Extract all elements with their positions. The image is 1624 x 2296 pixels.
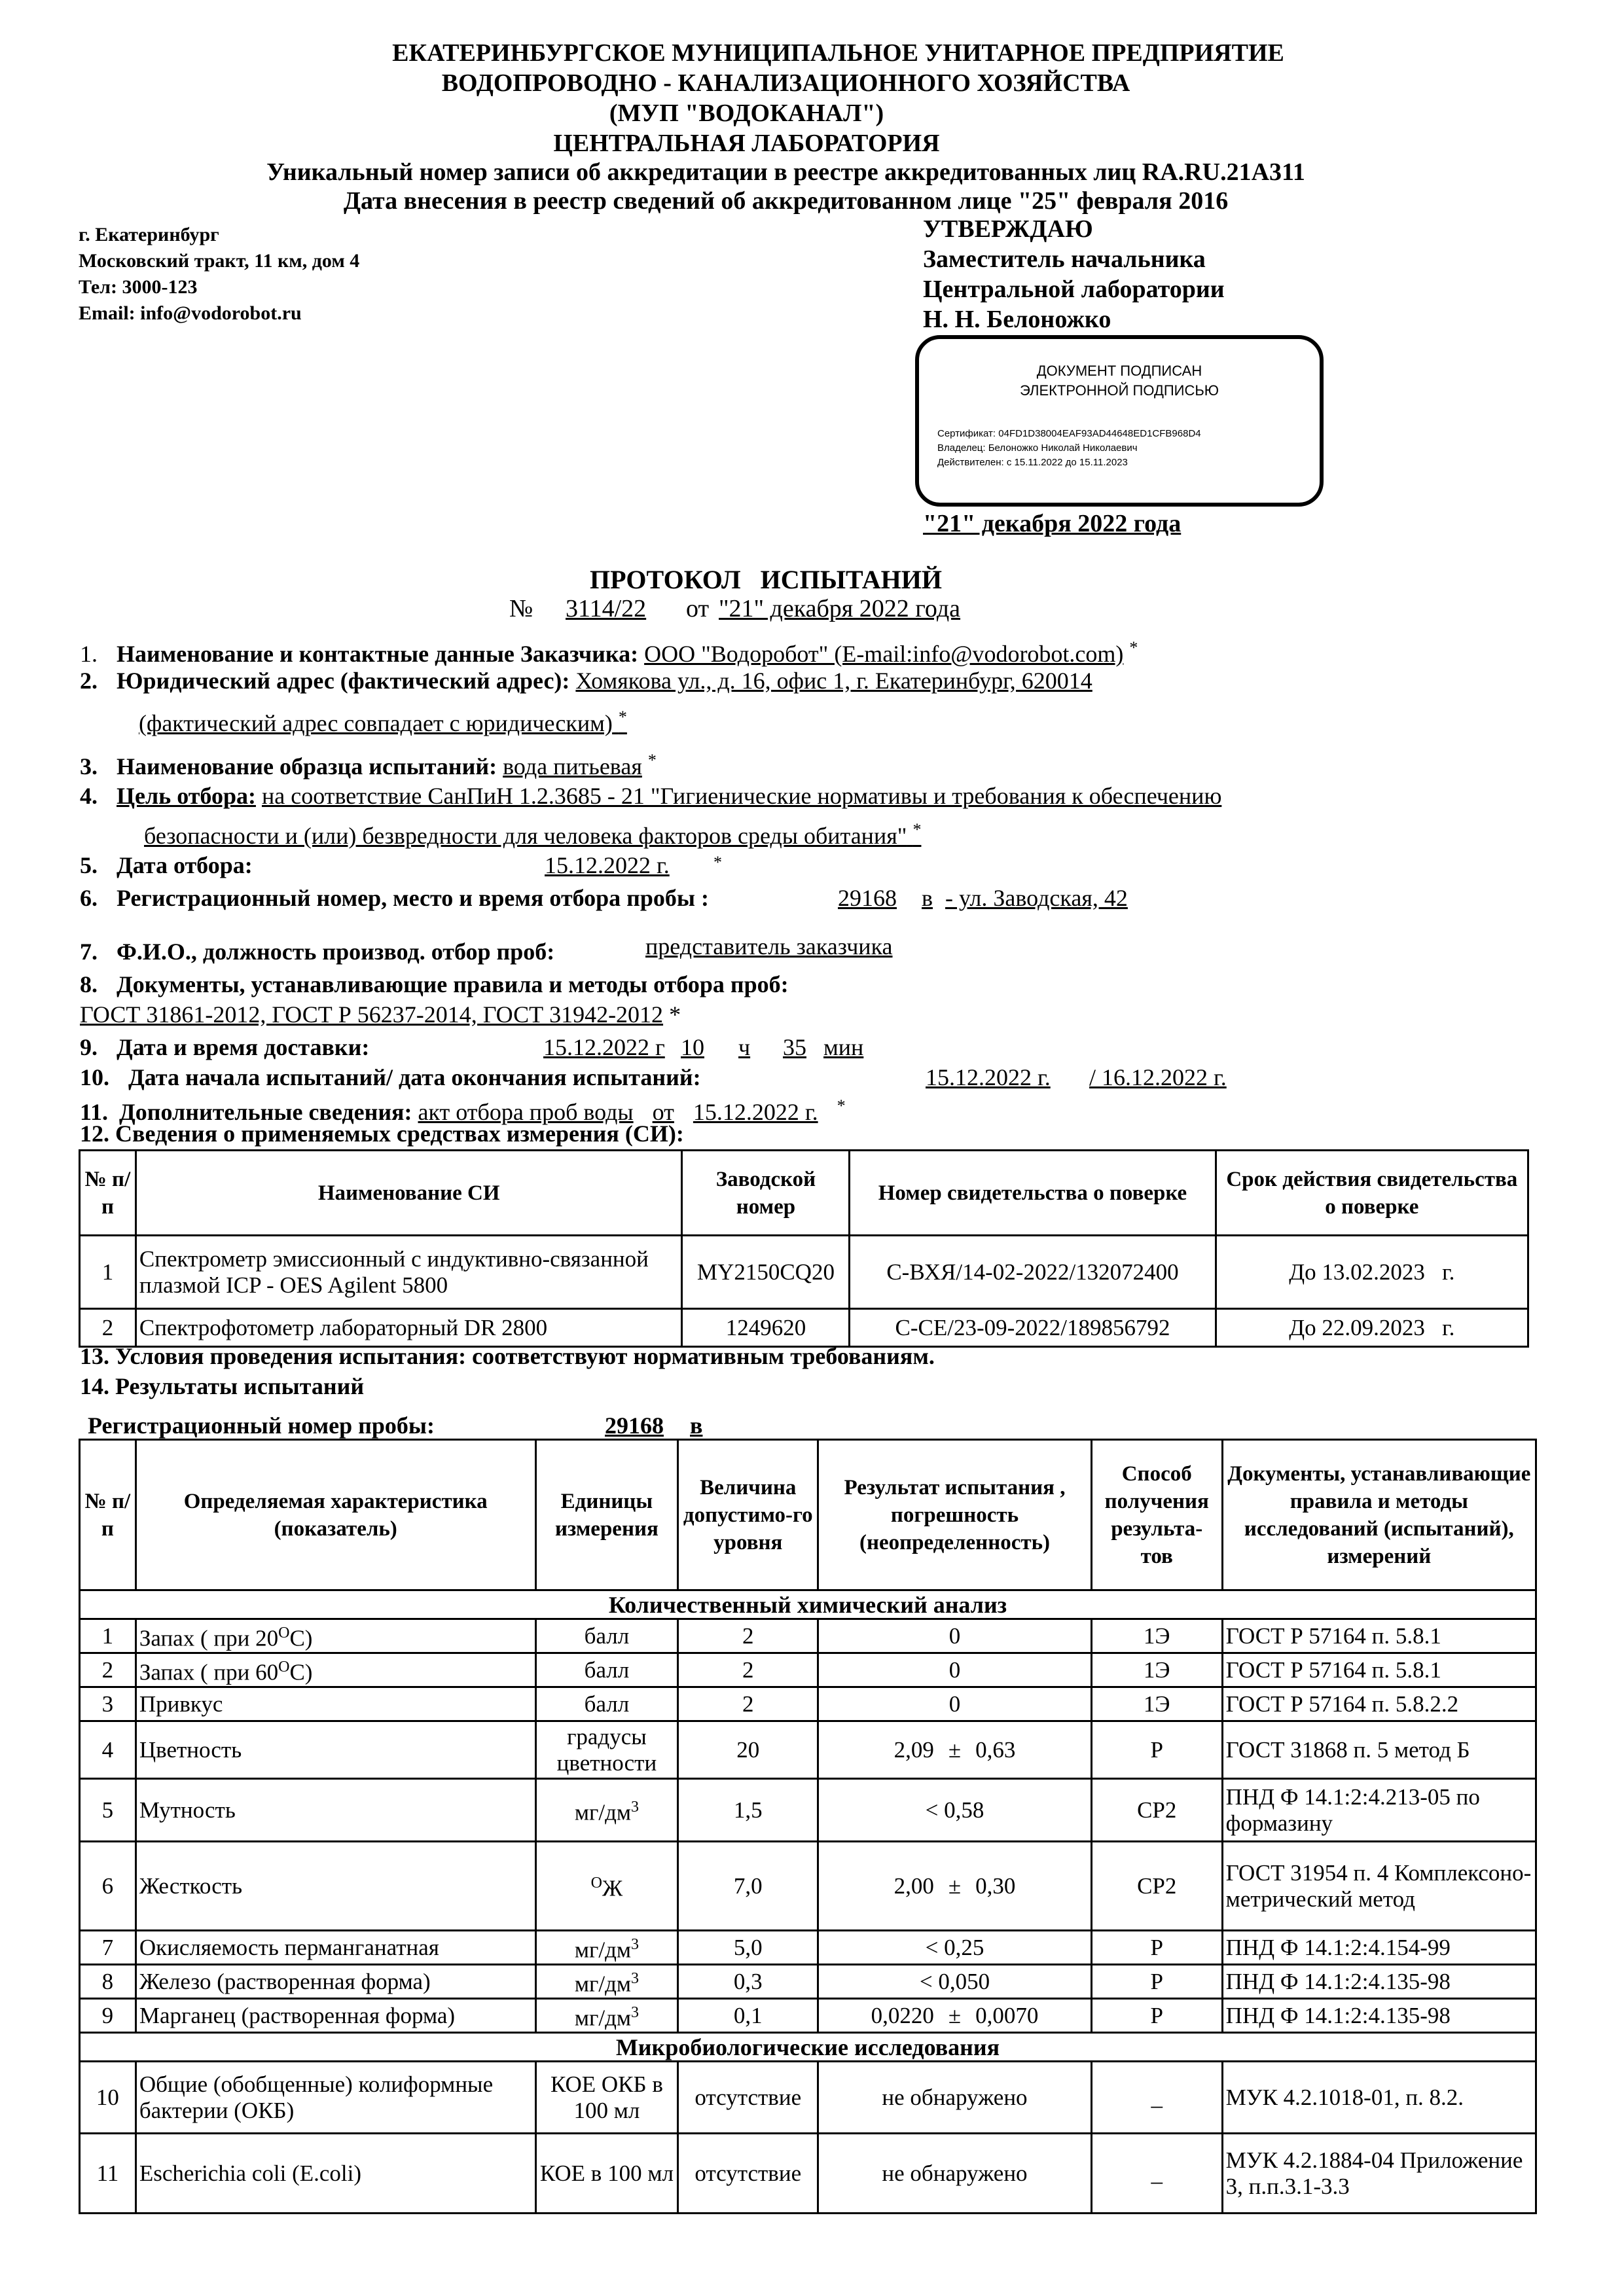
item11-num: 11. [80, 1099, 109, 1125]
result-value: не обнаружено [882, 2160, 1028, 2186]
reg-number-label: Регистрационный номер пробы: [88, 1412, 435, 1439]
lab-name: ЦЕНТРАЛЬНАЯ ЛАБОРАТОРИЯ [553, 130, 940, 157]
unit-sup: 3 [631, 1970, 640, 1988]
test-start-date: 15.12.2022 г. [926, 1064, 1051, 1090]
row-num: 1 [101, 1623, 114, 1649]
plus-minus: ± [948, 1873, 962, 1899]
method-value: Р [1150, 2002, 1163, 2028]
asterisk: * [912, 820, 922, 839]
unit: мг/дм [574, 1799, 632, 1825]
delivery-minutes-unit: мин [823, 1034, 864, 1060]
org-name-line2: ВОДОПРОВОДНО - КАНАЛИЗАЦИОННОГО ХОЗЯЙСТВА [441, 69, 1130, 97]
additional-info: акт отбора проб воды [418, 1099, 634, 1125]
stamp-line1: ДОКУМЕНТ ПОДПИСАН [1036, 363, 1202, 379]
doc-value: ПНД Ф 14.1:2:4.154-99 [1225, 1934, 1451, 1960]
method-value: _ [1151, 2084, 1163, 2110]
doc-value: ГОСТ Р 57164 п. 5.8.1 [1225, 1657, 1441, 1683]
si-serial: MY2150CQ20 [682, 1236, 850, 1309]
si-validity: До 22.09.2023 [1289, 1314, 1425, 1340]
param-name-end: С) [289, 1625, 313, 1651]
delivery-hour: 10 [681, 1034, 704, 1060]
approval-date: "21" декабря 2022 года [923, 510, 1182, 537]
asterisk: * [618, 708, 627, 726]
param-sup: О [278, 1624, 290, 1642]
limit-value: 2 [742, 1691, 754, 1717]
additional-info-date: 15.12.2022 г. [693, 1099, 818, 1125]
result-value: 0 [948, 1657, 961, 1683]
si-cert: С-ВХЯ/14-02-2022/132072400 [850, 1236, 1216, 1309]
result-value: 0 [948, 1623, 961, 1649]
uncertainty-value: 0,63 [975, 1736, 1016, 1763]
asterisk: * [669, 1001, 681, 1028]
method-value: Р [1150, 1934, 1163, 1960]
address-phone: Тел: 3000-123 [79, 276, 198, 298]
param-name: Марганец (растворенная форма) [139, 2002, 456, 2028]
limit-value: 0,1 [733, 2002, 763, 2028]
purpose-value-cont: безопасности и (или) безвредности для человека факторов среды обитания" [144, 823, 907, 849]
doc-value: ПНД Ф 14.1:2:4.213-05 по формазину [1225, 1784, 1480, 1836]
table-row [80, 2062, 1536, 2134]
row-num: 8 [101, 1968, 114, 1994]
limit-value: 7,0 [733, 1873, 763, 1899]
unit: мг/дм [574, 2005, 632, 2031]
item8-num: 8. [80, 971, 98, 997]
delivery-date: 15.12.2022 г [543, 1034, 665, 1060]
param-name: Жесткость [139, 1873, 243, 1899]
method-value: СР2 [1137, 1797, 1177, 1823]
row-num: 11 [96, 2160, 119, 2186]
approver-position2: Центральной лаборатории [923, 276, 1225, 303]
results-table [79, 1439, 1537, 2214]
param-name: Железо (растворенная форма) [139, 1968, 431, 1994]
param-name: Запах ( при 20 [139, 1625, 279, 1651]
table-row [80, 1779, 1536, 1842]
reg-number-letter: в [690, 1412, 703, 1439]
e-signature-stamp [915, 335, 1324, 507]
doc-value: МУК 4.2.1018-01, п. 8.2. [1225, 2084, 1464, 2110]
unit: мг/дм [574, 1937, 632, 1963]
item4-label: Цель отбора: [117, 783, 256, 809]
item6-num: 6. [80, 885, 98, 911]
table-row [80, 1309, 1528, 1347]
item12-heading: 12. Сведения о применяемых средствах измерения (СИ): [80, 1121, 684, 1147]
item4-num: 4. [80, 783, 98, 809]
approve-label: УТВЕРЖДАЮ [923, 215, 1093, 243]
result-value: 2,09 [893, 1736, 934, 1763]
param-name: Общие (обобщенные) колиформные бактерии (ОКБ) [139, 2071, 494, 2123]
row-num: 2 [101, 1657, 114, 1683]
uncertainty-value: 0,0070 [975, 2002, 1039, 2028]
si-num: 1 [80, 1236, 136, 1309]
table-row [80, 1687, 1536, 1721]
si-serial: 1249620 [682, 1309, 850, 1347]
org-name-line1: ЕКАТЕРИНБУРГСКОЕ МУНИЦИПАЛЬНОЕ УНИТАРНОЕ ПРЕДПРИЯТИЕ [392, 39, 1284, 67]
res-header-result: Результат испытания , погрешность (неопределенность) [818, 1440, 1092, 1590]
table-row [80, 1619, 1536, 1653]
stamp-owner: Владелец: Белоножко Николай Николаевич [937, 442, 1138, 454]
item9-label: Дата и время доставки: [117, 1034, 370, 1060]
address-email: Email: info@vodorobot.ru [79, 302, 302, 324]
limit-value: 5,0 [733, 1934, 763, 1960]
table-row [80, 1653, 1536, 1687]
asterisk: * [837, 1096, 846, 1115]
item10-label: Дата начала испытаний/ дата окончания испытаний: [128, 1064, 701, 1090]
additional-info-from: от [652, 1099, 674, 1125]
address-street: Московский тракт, 11 км, дом 4 [79, 250, 360, 272]
item5-label: Дата отбора: [117, 852, 253, 878]
sampling-date-value: 15.12.2022 г. [545, 852, 670, 878]
sample-reg-number: 29168 [838, 885, 897, 911]
result-value: не обнаружено [882, 2084, 1028, 2110]
res-header-param: Определяемая характеристика (показатель) [135, 1440, 535, 1590]
row-num: 10 [96, 2084, 119, 2110]
method-value: _ [1151, 2160, 1163, 2186]
limit-value: 2 [742, 1623, 754, 1649]
item8-label: Документы, устанавливающие правила и методы отбора проб: [117, 971, 789, 997]
si-name: Спектрометр эмиссионный с индуктивно-связанной плазмой ICP - OES Agilent 5800 [135, 1236, 682, 1309]
sampling-place: - ул. Заводская, 42 [945, 885, 1128, 911]
sampling-docs-value: ГОСТ 31861-2012, ГОСТ Р 56237-2014, ГОСТ 31942-2012 [80, 1001, 664, 1028]
stamp-line2: ЭЛЕКТРОННОЙ ПОДПИСЬЮ [1019, 382, 1219, 399]
unit-sup: О [590, 1874, 602, 1892]
section-micro: Микробиологические исследования [80, 2033, 1536, 2062]
method-value: Р [1150, 1968, 1163, 1994]
si-header-validity: Срок действия свидетельства о поверке [1216, 1151, 1528, 1236]
doc-value: ГОСТ 31868 п. 5 метод Б [1225, 1736, 1470, 1763]
res-header-num: № п/п [80, 1440, 136, 1590]
item6-label: Регистрационный номер, место и время отбора пробы : [117, 885, 710, 911]
item11-label: Дополнительные сведения: [119, 1099, 412, 1125]
row-num: 3 [101, 1691, 114, 1717]
res-header-unit: Единицы измерения [535, 1440, 678, 1590]
protocol-number: 3114/22 [566, 595, 647, 622]
doc-value: ПНД Ф 14.1:2:4.135-98 [1225, 2002, 1451, 2028]
table-row [80, 2134, 1536, 2214]
item7-label: Ф.И.О., должность производ. отбор проб: [117, 939, 555, 965]
result-value: 0 [948, 1691, 961, 1717]
registry-date-line: Дата внесения в реестр сведений об аккредитованном лице "25" февраля 2016 [343, 187, 1229, 215]
item2-label: Юридический адрес (фактический адрес): [117, 668, 570, 694]
param-name: Escherichia coli (E.coli) [139, 2160, 361, 2186]
param-name: Окисляемость перманганатная [139, 1934, 439, 1960]
sample-reg-letter: в [922, 885, 933, 911]
doc-value: ГОСТ Р 57164 п. 5.8.1 [1225, 1623, 1441, 1649]
param-name-end: С) [289, 1659, 313, 1685]
si-num: 2 [80, 1309, 136, 1347]
result-value: < 0,25 [925, 1934, 984, 1960]
row-num: 9 [101, 2002, 114, 2028]
item3-num: 3. [80, 753, 98, 780]
param-name: Запах ( при 60 [139, 1659, 279, 1685]
unit: балл [584, 1691, 630, 1717]
unit: КОЕ в 100 мл [539, 2160, 674, 2186]
doc-value: МУК 4.2.1884-04 Приложение 3, п.п.3.1-3.3 [1225, 2147, 1523, 2199]
table-row [80, 1236, 1528, 1309]
approver-name: Н. Н. Белоножко [923, 306, 1111, 333]
si-header-num: № п/п [80, 1151, 136, 1236]
table-row [80, 1965, 1536, 1999]
protocol-number-label: № [509, 595, 533, 622]
reg-number-value: 29168 [605, 1412, 664, 1439]
item3-label: Наименование образца испытаний: [117, 753, 497, 780]
accreditation-line: Уникальный номер записи об аккредитации в реестре аккредитованных лиц RA.RU.21А311 [266, 158, 1305, 186]
table-row [80, 1999, 1536, 2033]
item7-num: 7. [80, 939, 98, 965]
delivery-minutes: 35 [783, 1034, 806, 1060]
uncertainty-value: 0,30 [975, 1873, 1016, 1899]
res-header-limit: Величина допустимо-го уровня [678, 1440, 818, 1590]
doc-value: ГОСТ Р 57164 п. 5.8.2.2 [1225, 1691, 1459, 1717]
limit-value: отсутствие [695, 2084, 802, 2110]
param-sup: О [278, 1659, 290, 1676]
limit-value: 20 [736, 1736, 760, 1763]
si-table [79, 1149, 1529, 1348]
plus-minus: ± [948, 1736, 962, 1763]
si-validity-unit: г. [1442, 1259, 1455, 1285]
limit-value: 0,3 [733, 1968, 763, 1994]
protocol-from-label: от [686, 595, 710, 622]
address-city: г. Екатеринбург [79, 224, 219, 245]
org-short-name: (МУП "ВОДОКАНАЛ") [609, 99, 884, 127]
item10-num: 10. [80, 1064, 109, 1090]
item9-num: 9. [80, 1034, 98, 1060]
row-num: 6 [101, 1873, 114, 1899]
item5-num: 5. [80, 852, 98, 878]
limit-value: 1,5 [733, 1797, 763, 1823]
si-header-serial: Заводской номер [682, 1151, 850, 1236]
si-header-name: Наименование СИ [135, 1151, 682, 1236]
si-validity-unit: г. [1442, 1314, 1455, 1340]
method-value: СР2 [1137, 1873, 1177, 1899]
table-row [80, 1721, 1536, 1779]
stamp-cert: Сертификат: 04FD1D38004EAF93AD44648ED1CFB968D4 [937, 428, 1201, 439]
si-header-cert: Номер свидетельства о поверке [850, 1151, 1216, 1236]
unit: балл [584, 1657, 630, 1683]
unit: балл [584, 1623, 630, 1649]
item2-num: 2. [80, 668, 98, 694]
row-num: 4 [101, 1736, 114, 1763]
table-row [80, 1842, 1536, 1931]
si-cert: С-СЕ/23-09-2022/189856792 [850, 1309, 1216, 1347]
sample-name-value: вода питьевая [503, 753, 642, 780]
limit-value: 2 [742, 1657, 754, 1683]
method-value: 1Э [1143, 1691, 1170, 1717]
asterisk: * [1129, 638, 1138, 657]
result-value: 2,00 [893, 1873, 934, 1899]
table-row [80, 1931, 1536, 1965]
approver-position1: Заместитель начальника [923, 245, 1206, 273]
res-header-docs: Документы, устанавливающие правила и методы исследований (испытаний), измерений [1222, 1440, 1536, 1590]
row-num: 5 [101, 1797, 114, 1823]
unit: мг/дм [574, 1971, 632, 1997]
customer-value: ООО "Водоробот" (E-mail:info@vodorobot.com) [644, 641, 1124, 667]
asterisk: * [647, 751, 657, 770]
doc-value: ПНД Ф 14.1:2:4.135-98 [1225, 1968, 1451, 1994]
unit-sup: 3 [631, 1936, 640, 1954]
si-validity: До 13.02.2023 [1289, 1259, 1425, 1285]
unit-sup: 3 [631, 1799, 640, 1816]
item13-heading: 13. Условия проведения испытания: соответствуют нормативным требованиям. [80, 1343, 935, 1369]
result-value: < 0,58 [925, 1797, 984, 1823]
param-name: Мутность [139, 1797, 236, 1823]
method-value: 1Э [1143, 1623, 1170, 1649]
protocol-title: ПРОТОКОЛ ИСПЫТАНИЙ [590, 565, 942, 594]
doc-value: ГОСТ 31954 п. 4 Комплексоно-метрический метод [1225, 1859, 1532, 1912]
plus-minus: ± [948, 2002, 962, 2028]
unit: градусы цветности [556, 1723, 657, 1776]
item1-num: 1. [80, 641, 98, 667]
legal-address-value: Хомякова ул., д. 16, офис 1, г. Екатеринбург, 620014 [575, 668, 1092, 694]
unit: КОЕ ОКБ в 100 мл [550, 2071, 663, 2123]
si-name: Спектрофотометр лабораторный DR 2800 [135, 1309, 682, 1347]
test-end-date: / 16.12.2022 г. [1089, 1064, 1227, 1090]
address-note: (фактический адрес совпадает с юридическим) [139, 710, 613, 736]
limit-value: отсутствие [695, 2160, 802, 2186]
protocol-date: "21" декабря 2022 года [719, 595, 961, 622]
result-value: < 0,050 [919, 1968, 990, 1994]
item14-heading: 14. Результаты испытаний [80, 1373, 365, 1399]
purpose-value: на соответствие СанПиН 1.2.3685 - 21 "Гигиенические нормативы и требования к обеспечению [261, 783, 1222, 809]
unit-sup: 3 [631, 2004, 640, 2022]
param-name: Привкус [139, 1691, 223, 1717]
unit: Ж [602, 1875, 623, 1901]
param-name: Цветность [139, 1736, 242, 1763]
method-value: 1Э [1143, 1657, 1170, 1683]
delivery-hour-unit: ч [738, 1034, 751, 1060]
asterisk: * [713, 853, 722, 872]
sampler-value: представитель заказчика [645, 933, 893, 960]
row-num: 7 [101, 1934, 114, 1960]
stamp-valid: Действителен: с 15.11.2022 до 15.11.2023 [937, 457, 1128, 468]
section-chemical: Количественный химический анализ [80, 1590, 1536, 1619]
result-value: 0,0220 [871, 2002, 934, 2028]
method-value: Р [1150, 1736, 1163, 1763]
res-header-method: Способ получения результа-тов [1091, 1440, 1222, 1590]
item1-label: Наименование и контактные данные Заказчика: [117, 641, 639, 667]
